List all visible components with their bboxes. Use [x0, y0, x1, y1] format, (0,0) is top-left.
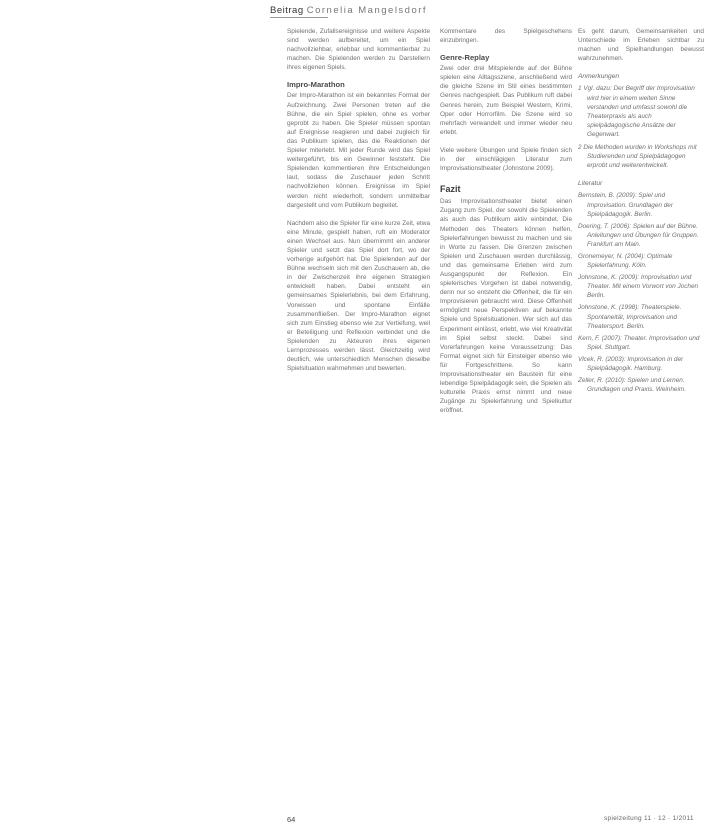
header-author: Cornelia Mangelsdorf	[306, 5, 428, 16]
header-rule	[270, 17, 328, 18]
col1-intro: Spielende, Zufallsereignisse und weitere Aspekte sind werden aufbereitet, um ein Spiel nachvollziehbar, erlebbar und kommentierbar zu machen. Die Spielenden werden zu Darstellern ihres eigenen Spiels.	[287, 28, 430, 72]
column-2	[440, 27, 572, 415]
reference-item: Kern, F. (2007): Theater. Improvisation und Spiel. Stuttgart.	[578, 334, 700, 351]
heading-anmerkungen: Anmerkungen	[578, 73, 620, 81]
page-number: 64	[287, 815, 296, 824]
note-item: 1 Vgl. dazu: Der Begriff der Improvisation wird hier in einem weiten Sinne verstanden und umfasst sowohl die Theaterpraxis als auch spielpädagogische Ansätze der Gegenwart.	[578, 85, 695, 138]
col2-intro: Kommentare des Spielgeschehens einzubringen.	[440, 28, 572, 45]
reference-item: Doering, T. (2006): Spielen auf der Bühne. Anleitungen und Übungen für Gruppen. Frankfurt am Main.	[578, 222, 699, 248]
reference-item: Zeller, R. (2010): Spielen und Lernen. Grundlagen und Praxis. Weinheim.	[578, 377, 686, 394]
col1-marathon-paragraph-1: Der Impro-Marathon ist ein bekanntes Format der Aufzeichnung. Zwei Personen treten auf die Bühne, die ein Spiel spielen, ohne es vorher geprobt zu haben. Die Spieler müssen spontan auf Ereignisse reagieren und dabei zugleich für das Publikum spielen, das die Reaktionen der Spieler miterlebt. Mit jeder Runde wird das Spiel weitergeführt, bis ein Gewinner feststeht. Die Spielenden kommentieren ihre Entscheidungen laut, sodass die Zuschauer jeden Schritt nachvollziehen können. Ereignisse im Spiel werden nicht wiederholt, sondern unmittelbar dargestellt und vom Publikum begleitet.	[287, 92, 430, 209]
running-header	[270, 5, 427, 16]
column-3	[578, 27, 704, 397]
reference-item: Vlcek, R. (2003): Improvisation in der Spielpädagogik. Hamburg.	[578, 355, 684, 372]
header-lead: Beitrag	[270, 5, 304, 16]
col2-replay-paragraph-2: Viele weitere Übungen und Spiele finden sich in der einschlägigen Literatur zum Improvisationstheater (Johnstone 2009).	[440, 146, 572, 173]
journal-footer: spielzeitung 11 · 12 · 1/2011	[604, 815, 694, 822]
notes-list	[578, 84, 704, 170]
references-list	[578, 191, 704, 394]
col2-replay-paragraph-1: Zwei oder drei Mitspielende auf der Bühne spielen eine Alltagsszene, anschließend wird die gleiche Szene im Stil eines bestimmten Genres nachgespielt. Das Publikum ruft dabei Genres herein, zum Beispiel Western, Krimi, Oper oder Horrorfilm. Die Szene wird so mehrfach verwandelt und immer wieder neu erlebt.	[440, 65, 572, 136]
column-1	[287, 27, 430, 373]
heading-genre-replay: Genre-Replay	[440, 53, 490, 63]
col1-marathon-paragraph-2: Nachdem also die Spieler für eine kurze Zeit, etwa eine Minute, gespielt haben, ruft ein Moderator einen Wechsel aus. Nun übernimmt ein anderer Spieler und setzt das Spiel dort fort, wo der vorherige aufgehört hat. Die Spielenden auf der Bühne wechseln sich mit den Zuschauern ab, die in der Zwischenzeit ihre eigenen Strategien entwickelt haben. Dabei entsteht ein gemeinsames Spielerlebnis, bei dem Erfahrung, Vorwissen und spontane Einfälle zusammenfließen. Der Impro-Marathon eignet sich zum Einstieg ebenso wie zur Vertiefung, weil er Beteiligung und Reflexion verbindet und die Spielenden zu Akteuren ihres eigenen Lernprozesses werden lässt. Gleichzeitig wird deutlich, wie unterschiedlich Menschen dieselbe Spielsituation wahrnehmen und bewerten.	[287, 219, 430, 373]
reference-item: Johnstone, K. (2009): Improvisation und Theater. Mit einem Vorwort von Jochen Berlin.	[578, 274, 699, 300]
heading-impro-marathon: Impro-Marathon	[287, 80, 345, 90]
reference-item: Johnstone, K. (1998): Theaterspiele. Spontaneität, Improvisation und Theatersport. Berlin.	[578, 304, 682, 330]
reference-item: Bernstein, B. (2009): Spiel und Improvisation. Grundlagen der Spielpädagogik. Berlin.	[578, 192, 673, 218]
col3-intro: Es geht darum, Gemeinsamkeiten und Unterschiede im Erleben sichtbar zu machen und Spielhandlungen bewusst wahrzunehmen.	[578, 28, 704, 63]
heading-fazit: Fazit	[440, 184, 461, 195]
heading-literatur: Literatur	[578, 180, 603, 188]
col2-fazit-paragraph: Das Improvisationstheater bietet einen Zugang zum Spiel, der sowohl die Spielenden als auch das Publikum aktiv einbindet. Die Methoden des Theaters können helfen, Spielerfahrungen bewusst zu machen und sie in Worte zu fassen. Die Grenzen zwischen Spielen und Zuschauen werden durchlässig, und das gemeinsame Erleben wird zum Ausgangspunkt der Reflexion. Ein spielerisches Vorgehen ist dabei notwendig, denn nur so entsteht die Offenheit, die für ein Improvisieren gebraucht wird. Diese Offenheit ermöglicht neue Perspektiven auf bekannte Spiele und Spielsituationen. Wer sich auf das Experiment einlässt, erlebt, wie viel Kreativität im Spiel selbst steckt. Dabei sind Vorerfahrungen keine Voraussetzung: Das Format eignet sich für Einsteiger ebenso wie für Fortgeschrittene. So kann Improvisationstheater ein Baustein für eine lebendige Spielpädagogik sein, die Spielen als kulturelle Praxis ernst nimmt und neue Zugänge zu Spielerfahrung und Spielkultur eröffnet.	[440, 198, 572, 415]
note-item: 2 Die Methoden wurden in Workshops mit Studierenden und Spielpädagogen erprobt und weiterentwickelt.	[578, 144, 697, 170]
reference-item: Gronemeyer, N. (2004): Optimale Spielerfahrung. Köln.	[578, 252, 673, 270]
